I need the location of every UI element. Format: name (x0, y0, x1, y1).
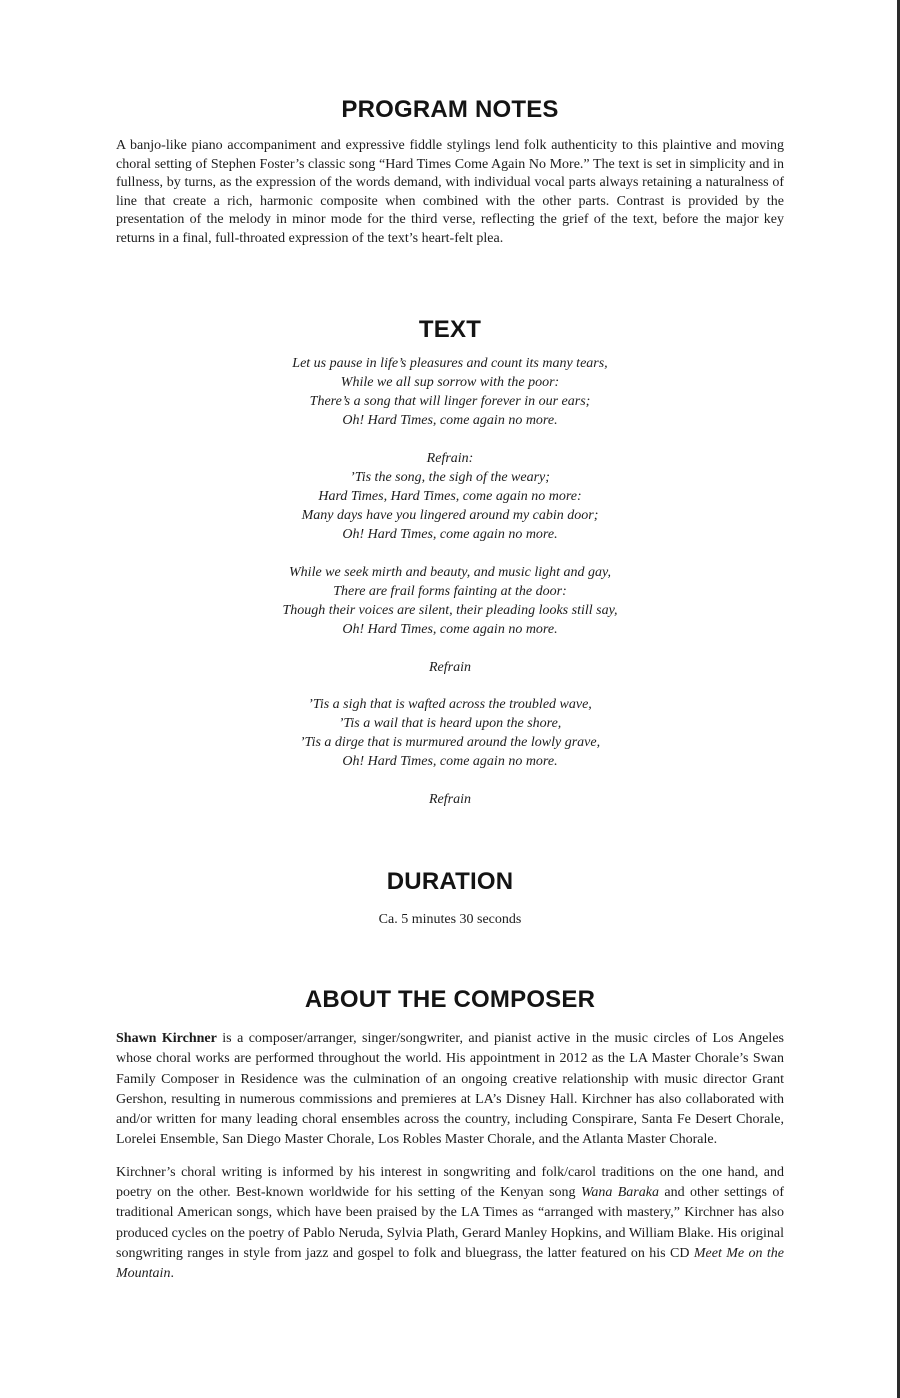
verse-line: Oh! Hard Times, come again no more. (342, 754, 558, 769)
about-composer-heading: ABOUT THE COMPOSER (304, 986, 596, 1013)
program-notes-body: A banjo-like piano accompaniment and expressive fiddle stylings lend folk authenticity to this plaintive and moving choral setting of Stephen Foster’s classic song “Hard Times Come Again No More.” The text is set in simplicity and in fullness, by turns, as the expression of the words demand, with individual vocal parts always retaining a naturalness of line that create a rich, harmonic composite when combined with the other parts. Contrast is provided by the presentation of the melody in minor mode for the third verse, reflecting the grief of the text, before the major key returns in a final, full-throated expression of the text’s heart-felt plea. (116, 138, 784, 246)
duration-value: Ca. 5 minutes 30 seconds (378, 912, 522, 927)
verse-line: Oh! Hard Times, come again no more. (342, 622, 558, 637)
refrain-reference: Refrain (429, 660, 471, 675)
text-heading: TEXT (418, 316, 482, 343)
verse-line: While we all sup sorrow with the poor: (340, 375, 560, 390)
verse-line: Oh! Hard Times, come again no more. (342, 413, 558, 428)
verse-line: There are frail forms fainting at the door: (333, 584, 567, 599)
verse-line: Let us pause in life’s pleasures and count its many tears, (292, 356, 608, 371)
verse-3 (116, 695, 784, 771)
composer-name: Shawn Kirchner (116, 1031, 217, 1046)
refrain-reference: Refrain (429, 792, 471, 807)
lyrics-poem (116, 354, 784, 809)
refrain-line: Oh! Hard Times, come again no more. (342, 527, 558, 542)
about-composer-body (116, 1029, 784, 1297)
duration-heading: DURATION (386, 868, 514, 895)
refrain-line: Hard Times, Hard Times, come again no more: (318, 489, 582, 504)
bio-paragraph: Shawn Kirchner is a composer/arranger, singer/songwriter, and pianist active in the music circles of Los Angeles whose choral works are performed throughout the world. His appointment in 2012 as the LA Master Chorale’s Swan Family Composer in Residence was the culmination of an ongoing creative relationship with music director Grant Gershon, resulting in numerous commissions and premieres at LA’s Disney Hall. Kirchner has also collaborated with and/or written for many leading choral ensembles across the country, including Conspirare, Santa Fe Desert Chorale, Lorelei Ensemble, San Diego Master Chorale, Los Robles Master Chorale, and the Atlanta Master Chorale. (116, 1031, 784, 1148)
bio-paragraph: Kirchner’s choral writing is informed by his interest in songwriting and folk/carol traditions on the one hand, and poetry on the other. Best-known worldwide for his setting of the Kenyan song Wana Baraka and other settings of traditional American songs, which have been praised by the LA Times as “arranged with mastery,” Kirchner has also produced cycles on the poetry of Pablo Neruda, Sylvia Plath, Gerard Manley Hopkins, and William Blake. His original songwriting ranges in style from jazz and gospel to folk and bluegrass, the latter featured on his CD Meet Me on the Mountain. (116, 1164, 785, 1282)
verse-line: There’s a song that will linger forever in our ears; (309, 394, 591, 409)
verse-line: While we seek mirth and beauty, and music light and gay, (289, 565, 611, 580)
refrain (116, 449, 784, 544)
refrain-line: Many days have you lingered around my cabin door; (301, 508, 599, 523)
verse-line: ’Tis a dirge that is murmured around the lowly grave, (299, 735, 601, 750)
song-title: Wana Baraka (580, 1185, 659, 1201)
verse-line: ’Tis a wail that is heard upon the shore, (338, 716, 562, 731)
verse-1 (116, 354, 784, 430)
cd-title: Meet Me on the Mountain (116, 1245, 784, 1282)
verse-line: ’Tis a sigh that is wafted across the troubled wave, (308, 697, 592, 712)
refrain-label: Refrain: (426, 451, 474, 466)
refrain-line: ’Tis the song, the sigh of the weary; (350, 470, 550, 485)
verse-line: Though their voices are silent, their pleading looks still say, (282, 603, 618, 618)
program-notes-heading: PROGRAM NOTES (341, 96, 559, 123)
verse-2 (116, 563, 784, 639)
